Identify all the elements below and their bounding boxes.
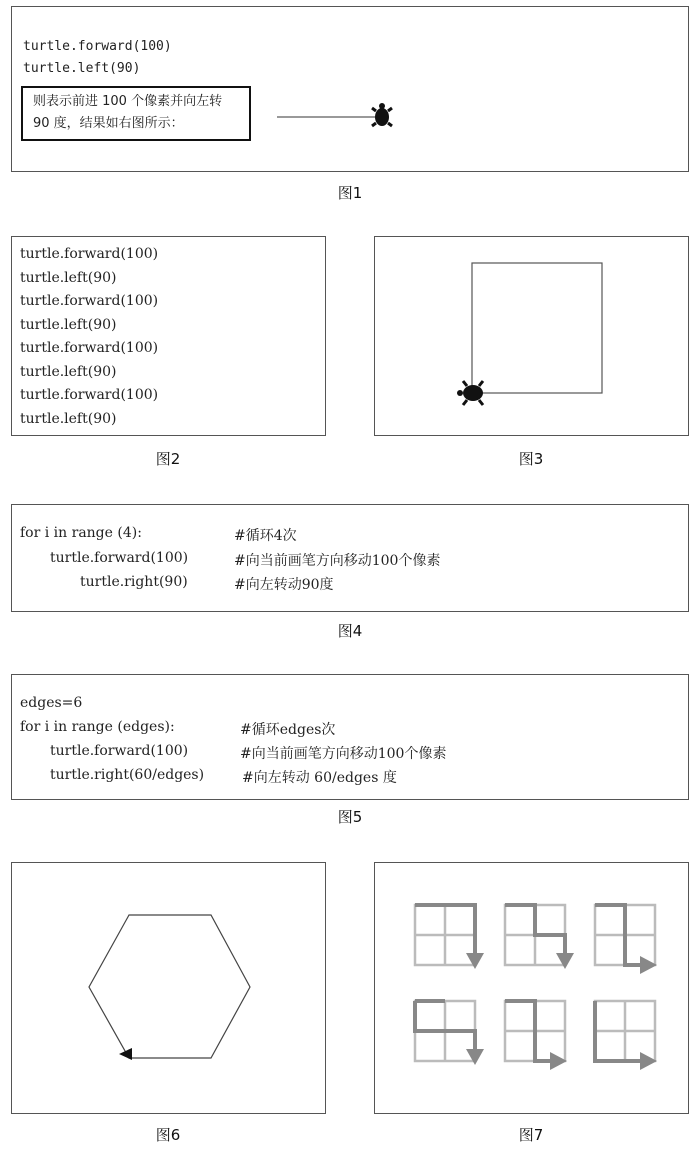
fig5-code-line-2: for i in range (edges): (20, 719, 175, 735)
fig1-note-box (21, 86, 251, 141)
fig5-code-line-3: turtle.forward(100) (50, 743, 189, 759)
path-grid-6 (595, 1001, 657, 1070)
turtle-icon (372, 103, 392, 126)
fig2-code-line-7: turtle.forward(100) (20, 387, 159, 403)
fig5-comment-3: #向当前画笔方向移动100个像素 (240, 746, 447, 762)
path-grid-5 (505, 1001, 567, 1070)
fig3-panel (374, 236, 689, 436)
fig1-panel (11, 6, 689, 172)
fig5-comment-2: #循环edges次 (240, 722, 336, 738)
fig2-panel (11, 236, 326, 436)
fig5-caption: 图5 (337, 808, 363, 826)
fig2-caption: 图2 (155, 450, 181, 468)
fig6-hexagon-drawing (12, 863, 327, 1115)
fig2-code-line-2: turtle.left(90) (20, 270, 117, 286)
fig2-code-line-5: turtle.forward(100) (20, 340, 159, 356)
fig5-comment-4: #向左转动 60/edges 度 (242, 770, 397, 786)
fig2-code-line-6: turtle.left(90) (20, 364, 117, 380)
fig2-code-line-1: turtle.forward(100) (20, 246, 159, 262)
path-grid-1 (415, 905, 484, 969)
fig6-caption: 图6 (155, 1126, 181, 1144)
fig4-code-line-2: turtle.forward(100) (50, 550, 189, 566)
fig5-code-line-4: turtle.right(60/edges) (50, 767, 205, 783)
fig2-code-line-3: turtle.forward(100) (20, 293, 159, 309)
fig3-square-drawing (375, 237, 690, 437)
turtle-icon (457, 381, 483, 405)
fig1-note-line-2: 90 度，结果如右图所示： (33, 116, 184, 131)
path-grid-3 (595, 905, 657, 974)
fig4-code-line-1: for i in range (4): (20, 525, 142, 541)
fig7-caption: 图7 (518, 1126, 544, 1144)
fig1-code-line-1: turtle.forward(100) (23, 39, 172, 54)
fig2-code-line-8: turtle.left(90) (20, 411, 117, 427)
path-grid-4 (415, 1001, 484, 1065)
fig3-caption: 图3 (518, 450, 544, 468)
fig2-code-line-4: turtle.left(90) (20, 317, 117, 333)
fig6-panel (11, 862, 326, 1114)
fig4-comment-1: #循环4次 (234, 528, 297, 544)
fig7-panel (374, 862, 689, 1114)
fig4-code-line-3: turtle.right(90) (80, 574, 188, 590)
fig5-code-line-1: edges=6 (20, 695, 83, 711)
fig1-turtle-line-drawing (277, 97, 407, 137)
fig4-caption: 图4 (337, 622, 363, 640)
fig7-path-grids-drawing (375, 863, 690, 1115)
fig4-comment-2: #向当前画笔方向移动100个像素 (234, 553, 441, 569)
fig4-panel (11, 504, 689, 612)
fig1-code-line-2: turtle.left(90) (23, 61, 141, 76)
path-grid-2 (505, 905, 574, 969)
fig4-comment-3: #向左转动90度 (234, 577, 334, 593)
fig1-caption: 图1 (337, 184, 363, 202)
fig1-note-line-1: 则表示前进 100 个像素并向左转 (33, 94, 223, 109)
turtle-arrow-icon (119, 1048, 132, 1060)
fig5-panel (11, 674, 689, 800)
